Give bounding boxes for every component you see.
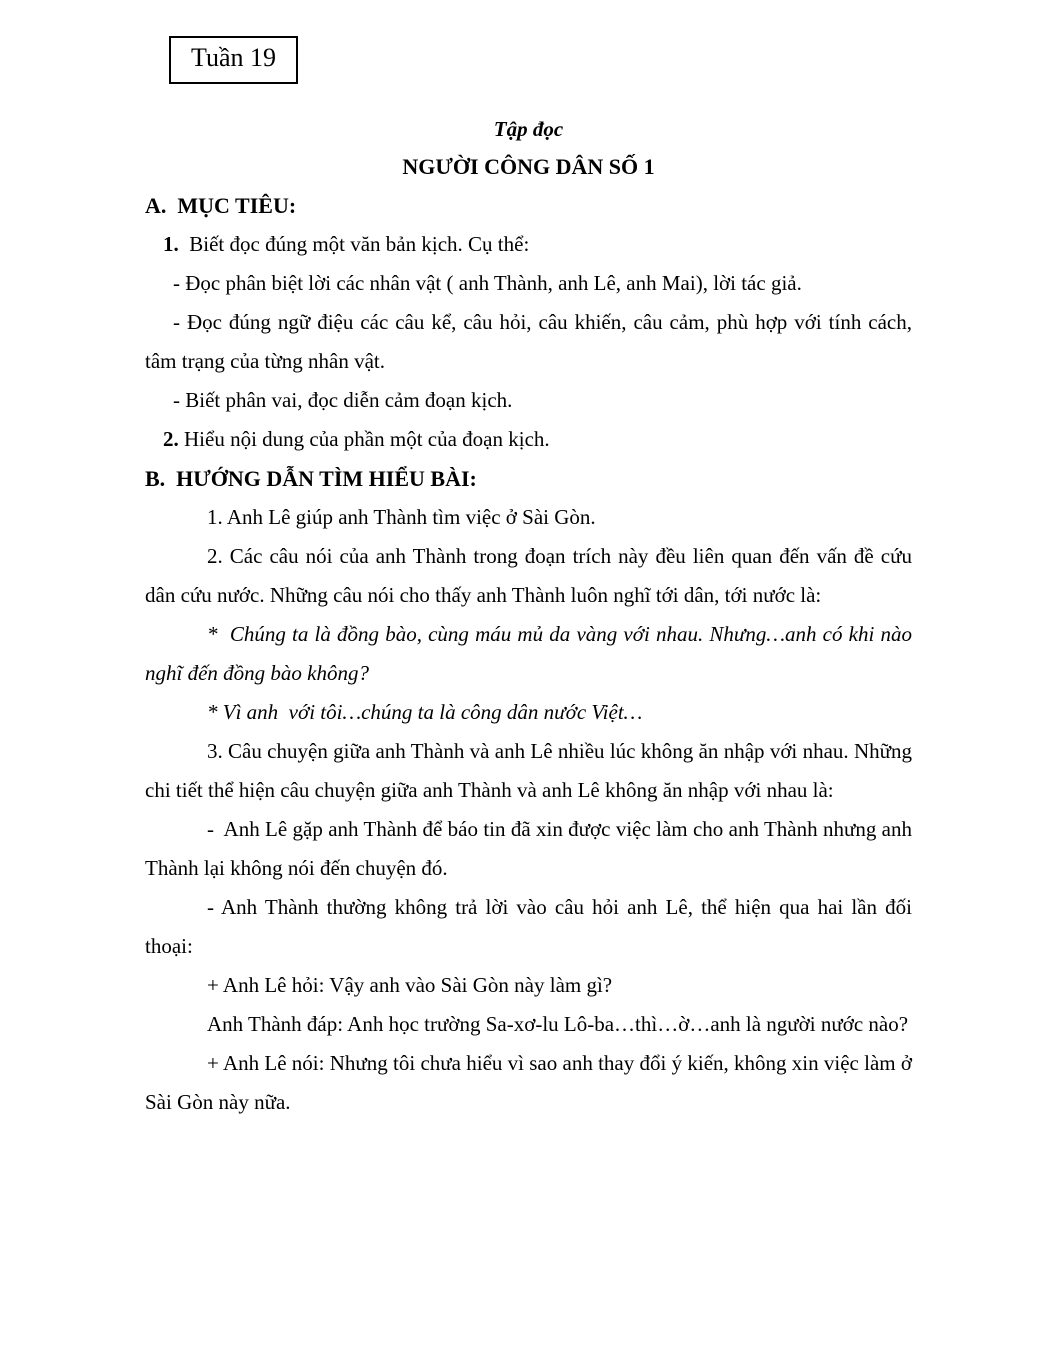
paragraph: - Anh Lê gặp anh Thành để báo tin đã xin được việc làm cho anh Thành nhưng anh Thành lại không nói đến chuyện đó. xyxy=(145,817,917,880)
objective-bullet: - Đọc phân biệt lời các nhân vật ( anh Thành, anh Lê, anh Mai), lời tác giả. xyxy=(173,271,802,295)
objective-item-1 xyxy=(145,225,912,264)
objective-item-2 xyxy=(145,420,912,459)
paragraph: 3. Câu chuyện giữa anh Thành và anh Lê nhiều lúc không ăn nhập với nhau. Những chi tiết thể hiện câu chuyện giữa anh Thành và anh Lê không ăn nhập với nhau là: xyxy=(145,739,918,802)
paragraph: - Anh Thành thường không trả lời vào câu hỏi anh Lê, thể hiện qua hai lần đối thoại: xyxy=(145,895,918,958)
objective-item-2-text: Hiểu nội dung của phần một của đoạn kịch. xyxy=(178,427,550,451)
paragraph: 1. Anh Lê giúp anh Thành tìm việc ở Sài Gòn. xyxy=(207,505,596,529)
week-badge: Tuần 19 xyxy=(169,36,298,84)
objective-bullet: - Biết phân vai, đọc diễn cảm đoạn kịch. xyxy=(173,388,513,412)
paragraph: + Anh Lê hỏi: Vậy anh vào Sài Gòn này làm gì? xyxy=(207,973,613,997)
paragraph-quote: * Chúng ta là đồng bào, cùng máu mủ da vàng với nhau. Nhưng…anh có khi nào nghĩ đến đồng bào không? xyxy=(145,622,918,685)
objective-item-1-number: 1. xyxy=(163,232,179,256)
paragraph: + Anh Lê nói: Nhưng tôi chưa hiểu vì sao anh thay đổi ý kiến, không xin việc làm ở Sài Gòn này nữa. xyxy=(145,1051,918,1114)
section-b-heading: B. HƯỚNG DẪN TÌM HIỂU BÀI: xyxy=(145,466,477,491)
objective-bullet: - Đọc đúng ngữ điệu các câu kể, câu hỏi, câu khiến, câu cảm, phù hợp với tính cách, tâm trạng của từng nhân vật. xyxy=(145,310,918,373)
subject-heading: Tập đọc xyxy=(493,117,564,141)
paragraph-quote: * Vì anh với tôi…chúng ta là công dân nước Việt… xyxy=(207,700,643,724)
section-a-heading: A. MỤC TIÊU: xyxy=(145,193,297,218)
lesson-title: NGƯỜI CÔNG DÂN SỐ 1 xyxy=(402,154,655,179)
paragraph: Anh Thành đáp: Anh học trường Sa-xơ-lu Lô-ba…thì…ờ…anh là người nước nào? xyxy=(207,1012,909,1036)
objective-item-2-number: 2. xyxy=(163,427,179,451)
objective-item-1-text: Biết đọc đúng một văn bản kịch. Cụ thể: xyxy=(178,232,530,256)
paragraph: 2. Các câu nói của anh Thành trong đoạn trích này đều liên quan đến vấn đề cứu dân cứu nước. Những câu nói cho thấy anh Thành luôn nghĩ tới dân, tới nước là: xyxy=(145,544,918,607)
document-header xyxy=(145,110,912,186)
